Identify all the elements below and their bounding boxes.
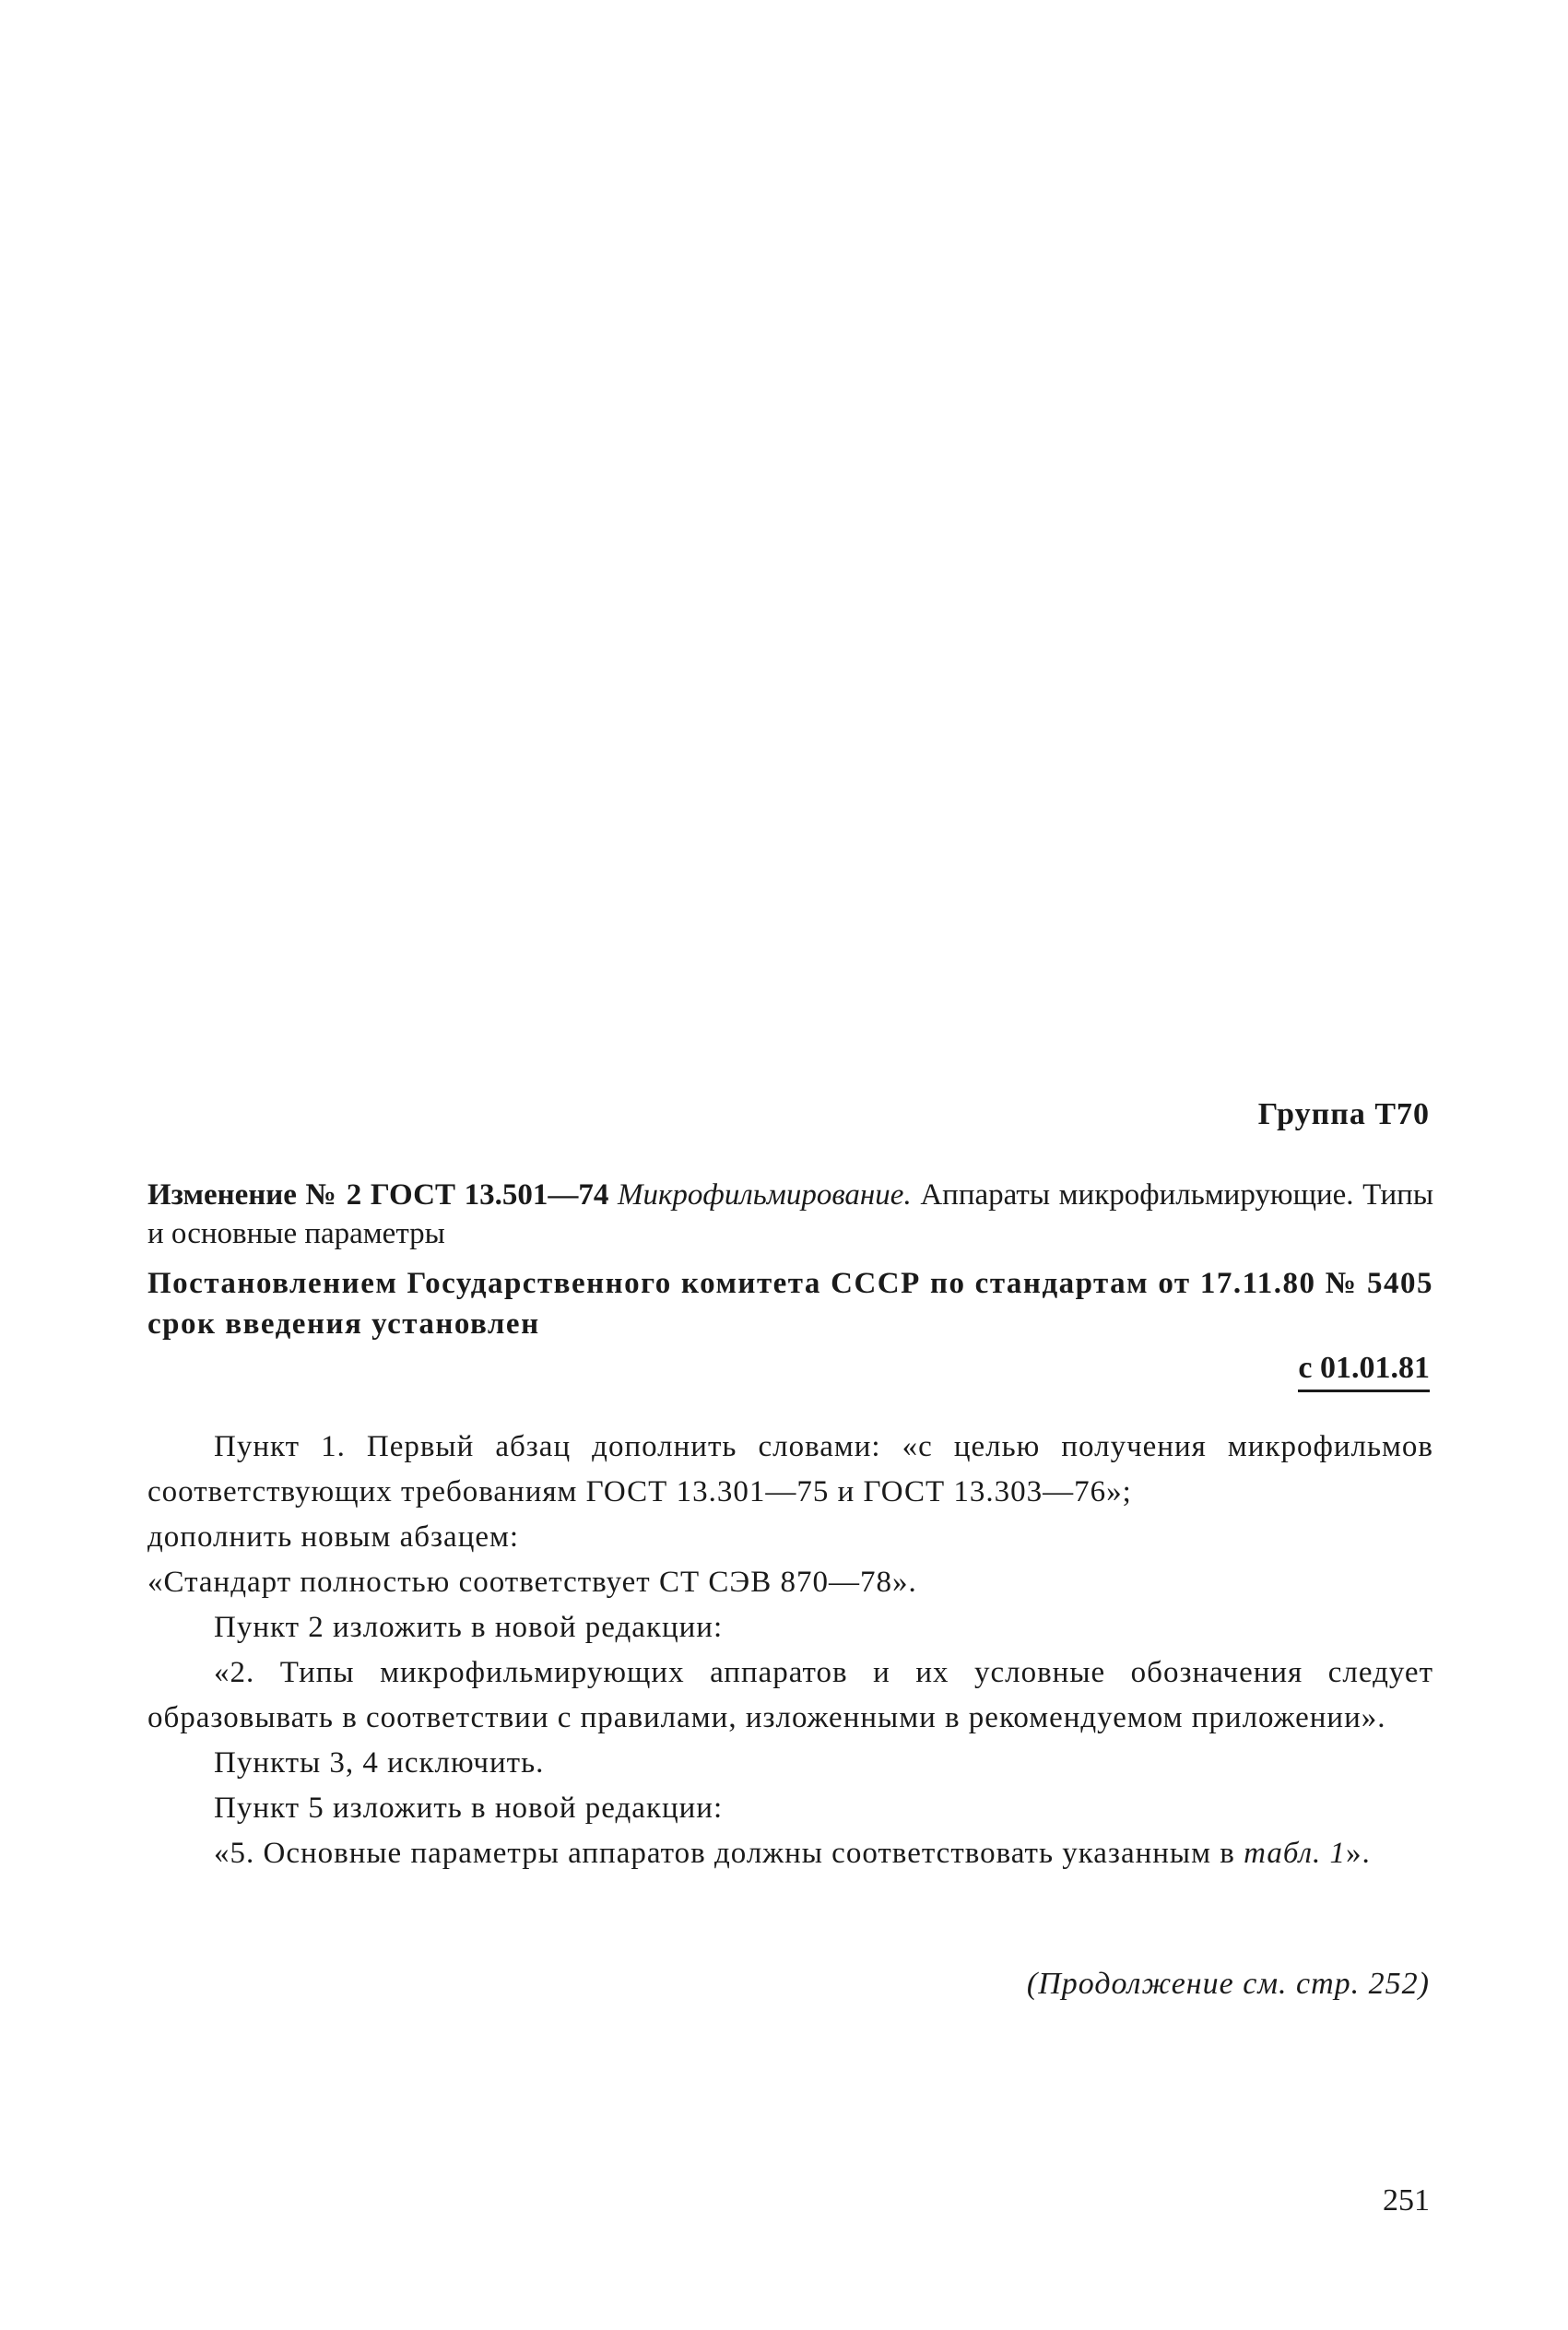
paragraph-standard-compliance: «Стандарт полностью соответствует СТ СЭВ 870—78». bbox=[147, 1566, 917, 1599]
amendment-prefix: Изменение № 2 ГОСТ 13.501—74 bbox=[147, 1178, 609, 1212]
item-5-main-text: «5. Основные параметры аппаратов должны соответствовать указанным в bbox=[214, 1837, 1235, 1870]
paragraph-item-5-intro: Пункт 5 изложить в новой редакции: bbox=[214, 1792, 724, 1825]
amendment-title: Микрофильмирование. bbox=[618, 1178, 912, 1212]
continuation-note: (Продолжение см. стр. 252) bbox=[1026, 1967, 1430, 2001]
paragraph-add-new: дополнить новым абзацем: bbox=[147, 1520, 520, 1554]
paragraph-item-1: Пункт 1. Первый абзац дополнить словами: «с целью получения микрофильмов соответствующих требованиям ГОСТ 13.301—75 и ГОСТ 13.303—76»; bbox=[147, 1430, 1433, 1508]
effective-date: с 01.01.81 bbox=[1298, 1351, 1430, 1392]
decree-text: Постановлением Государственного комитета СССР по стандартам от 17.11.80 № 5405 срок введения установлен bbox=[147, 1267, 1433, 1341]
paragraph-item-2-text: «2. Типы микрофильмирующих аппаратов и их условные обозначения следует образовывать в соответствии с правилами, изложенными в рекомендуемом приложении». bbox=[147, 1656, 1433, 1734]
paragraph-item-5-text bbox=[147, 1831, 1433, 1876]
table-reference: табл. 1 bbox=[1244, 1837, 1346, 1870]
group-label: Группа Т70 bbox=[1257, 1097, 1430, 1131]
paragraph-items-3-4: Пункты 3, 4 исключить. bbox=[214, 1746, 545, 1780]
amendment-body bbox=[147, 1425, 1433, 1876]
amendment-heading bbox=[147, 1176, 1433, 1253]
page-number: 251 bbox=[1383, 2183, 1430, 2218]
paragraph-item-2-intro: Пункт 2 изложить в новой редакции: bbox=[214, 1611, 724, 1644]
item-5-end: ». bbox=[1345, 1837, 1371, 1870]
amendment-subtitle: Аппараты микрофильмирующие. Типы и основные параметры bbox=[147, 1178, 1433, 1250]
